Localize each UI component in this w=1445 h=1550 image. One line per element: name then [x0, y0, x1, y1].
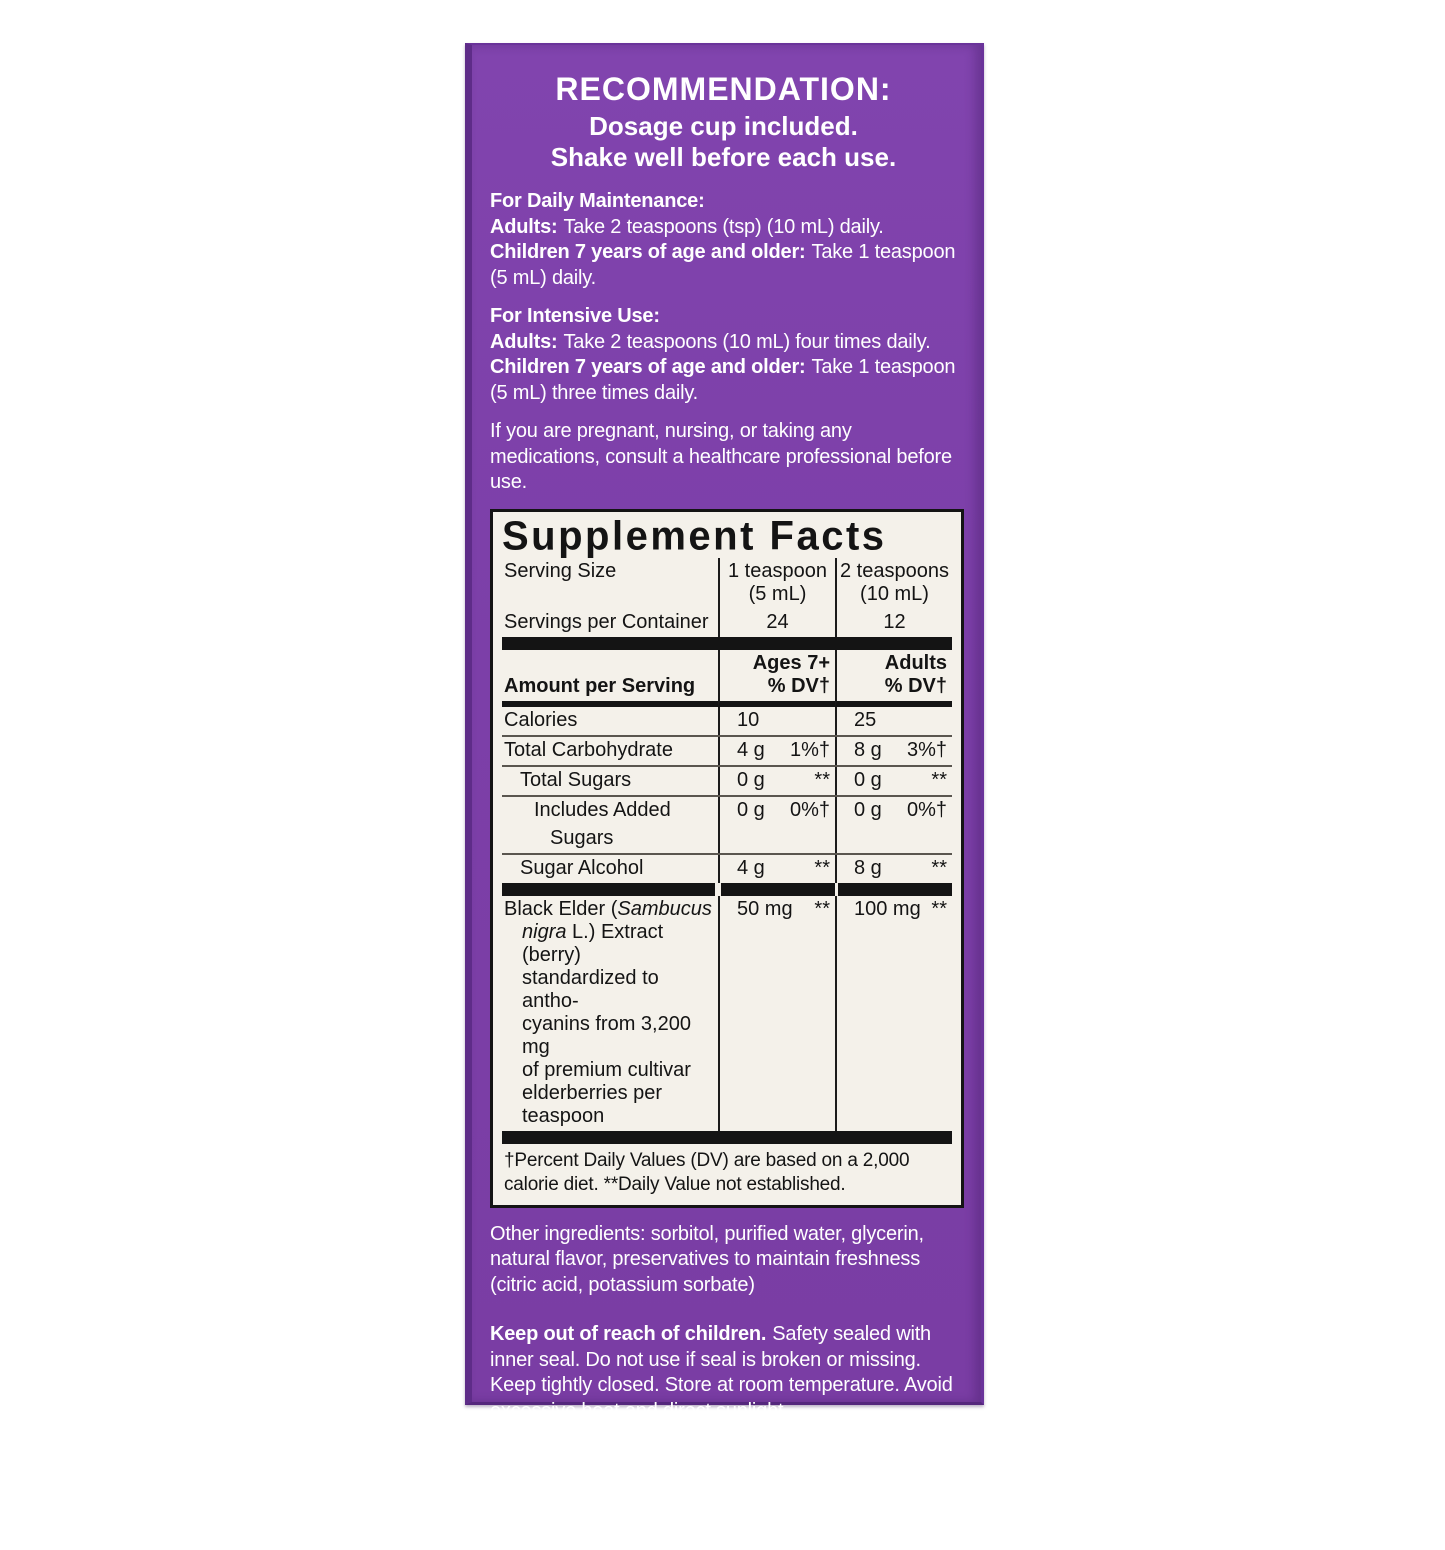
questions-label: Questions?	[490, 1526, 598, 1548]
added-sugars-label	[502, 797, 718, 853]
black-elder-line3: standardized to antho-	[504, 967, 716, 1013]
added-sugars-col2	[835, 797, 952, 853]
black-elder-col2	[835, 896, 952, 1131]
recommendation-title: RECOMMENDATION:	[490, 71, 957, 107]
warning-text: Safety sealed with inner seal. Do not use if seal is broken or missing. Keep tightly closed. Store at room temperature. Avoid excessive heat and direct sunlight.	[490, 1323, 953, 1422]
added-sugars-dv-2: 0%†	[907, 799, 947, 822]
black-elder-label	[502, 896, 718, 1131]
segmented-bar-middle	[718, 883, 835, 896]
ages7-header-line: Ages 7+	[725, 652, 830, 675]
servings-per-container-row	[502, 609, 952, 637]
intensive-use-section	[490, 304, 957, 406]
total-carbohydrate-row	[502, 737, 952, 767]
black-elder-value-1: 50 mg	[737, 898, 793, 921]
black-elder-line1-regular: Black Elder (	[504, 898, 617, 920]
servings-per-container-label: Servings per Container	[502, 609, 718, 637]
serving-size-col2-amount: 2 teaspoons	[839, 560, 950, 583]
carb-dv-1: 1%†	[790, 739, 830, 762]
facts-header-row	[502, 650, 952, 707]
calories-value-1: 10	[737, 709, 759, 732]
ages7-dv-line: % DV†	[725, 675, 830, 698]
daily-maintenance-heading: For Daily Maintenance:	[490, 189, 957, 215]
serving-size-col2	[835, 558, 952, 609]
intensive-use-heading: For Intensive Use:	[490, 304, 957, 330]
black-elder-line5: of premium cultivar	[504, 1059, 716, 1082]
added-sugars-label-line2: Sugars	[502, 825, 718, 853]
amount-per-serving-header: Amount per Serving	[502, 650, 718, 707]
supplement-facts-title: Supplement Facts	[502, 514, 952, 559]
serving-size-label: Serving Size	[502, 558, 718, 609]
sugar-alcohol-col1	[718, 855, 835, 883]
sugar-alcohol-dv-1: **	[814, 857, 830, 880]
intensive-children-line	[490, 355, 957, 406]
pregnancy-note: If you are pregnant, nursing, or taking any medications, consult a healthcare professional before use.	[490, 419, 957, 496]
black-elder-value-2: 100 mg	[854, 898, 921, 921]
calories-col2	[835, 707, 952, 735]
black-elder-col1	[718, 896, 835, 1131]
added-sugars-value-1: 0 g	[737, 799, 765, 822]
total-sugars-label: Total Sugars	[502, 767, 718, 795]
address-line: Green Bay, WI 54311 USA	[490, 1474, 957, 1500]
serving-size-col1-amount: 1 teaspoon	[722, 560, 833, 583]
intensive-children-text: Take 1 teaspoon (5 mL) three times daily.	[490, 356, 955, 404]
recommendation-subtitle	[490, 111, 957, 173]
calories-row	[502, 707, 952, 737]
daily-value-footnote: †Percent Daily Values (DV) are based on a 2,000 calorie diet. **Daily Value not established.	[502, 1144, 952, 1205]
total-carbohydrate-col1	[718, 737, 835, 765]
daily-maintenance-section	[490, 189, 957, 291]
total-carbohydrate-col2	[835, 737, 952, 765]
serving-size-col2-volume: (10 mL)	[839, 583, 950, 606]
dosage-cup-line: Dosage cup included.	[490, 111, 957, 142]
ages7-dv-header	[718, 650, 835, 707]
calories-label: Calories	[502, 707, 718, 735]
segmented-bar-right	[835, 883, 952, 896]
sugar-alcohol-row	[502, 855, 952, 883]
sugars-value-2: 0 g	[854, 769, 882, 792]
added-sugars-col1	[718, 797, 835, 853]
sugars-dv-1: **	[814, 769, 830, 792]
servings-per-container-col1: 24	[718, 609, 835, 637]
calories-col1	[718, 707, 835, 735]
black-elder-dv-2: **	[931, 898, 947, 921]
sugar-alcohol-label: Sugar Alcohol	[502, 855, 718, 883]
adults-dv-header	[835, 650, 952, 707]
sugar-alcohol-col2	[835, 855, 952, 883]
black-elder-line4: cyanins from 3,200 mg	[504, 1013, 716, 1059]
servings-per-container-col2: 12	[835, 609, 952, 637]
intensive-adults-label: Adults:	[490, 331, 557, 353]
daily-adults-text: Take 2 teaspoons (tsp) (10 mL) daily.	[563, 216, 883, 238]
questions-line	[490, 1525, 957, 1550]
bottled-line: Bottled and tested in the USA	[490, 1499, 957, 1525]
carb-dv-2: 3%†	[907, 739, 947, 762]
black-elder-dv-1: **	[814, 898, 830, 921]
keep-out-of-reach-label: Keep out of reach of children.	[490, 1323, 766, 1345]
sugars-value-1: 0 g	[737, 769, 765, 792]
daily-children-text: Take 1 teaspoon (5 mL) daily.	[490, 241, 955, 289]
other-ingredients-section: Other ingredients: sorbitol, purified water, glycerin, natural flavor, preservatives to maintain freshness (citric acid, potassium sorbate)	[490, 1222, 957, 1299]
manufacturer-footer	[490, 1448, 957, 1550]
segmented-bar-left	[502, 883, 718, 896]
daily-children-line	[490, 240, 957, 291]
thick-divider-bar	[502, 637, 952, 650]
intensive-adults-text: Take 2 teaspoons (10 mL) four times daily.	[563, 331, 930, 353]
added-sugars-row	[502, 797, 952, 855]
daily-adults-line	[490, 215, 957, 241]
black-elder-line2	[504, 921, 716, 967]
supplement-facts-panel	[490, 509, 964, 1208]
product-box-back-panel	[465, 43, 984, 1405]
carb-value-2: 8 g	[854, 739, 882, 762]
sugars-dv-2: **	[931, 769, 947, 792]
copyright-line: ©2024 Nature’s Way Brands, LLC	[490, 1448, 957, 1474]
adults-header-line: Adults	[842, 652, 947, 675]
black-elder-line1-italic: Sambucus	[617, 898, 712, 920]
total-sugars-row	[502, 767, 952, 797]
intensive-children-label: Children 7 years of age and older:	[490, 356, 806, 378]
sugar-alcohol-value-2: 8 g	[854, 857, 882, 880]
serving-size-row	[502, 558, 952, 609]
black-elder-line2-italic: nigra	[522, 921, 566, 943]
black-elder-row	[502, 896, 952, 1131]
serving-size-col1	[718, 558, 835, 609]
black-elder-line1	[504, 898, 716, 921]
daily-adults-label: Adults:	[490, 216, 557, 238]
warning-section	[490, 1322, 957, 1424]
adults-dv-line: % DV†	[842, 675, 947, 698]
black-elder-line2-regular: L.) Extract (berry)	[522, 921, 663, 966]
sugar-alcohol-value-1: 4 g	[737, 857, 765, 880]
daily-children-label: Children 7 years of age and older:	[490, 241, 806, 263]
added-sugars-label-line1: Includes Added	[502, 797, 718, 825]
black-elder-line6: elderberries per	[504, 1082, 716, 1105]
sugar-alcohol-dv-2: **	[931, 857, 947, 880]
total-sugars-col2	[835, 767, 952, 795]
calories-value-2: 25	[854, 709, 876, 732]
serving-size-col1-volume: (5 mL)	[722, 583, 833, 606]
bottom-divider-bar	[502, 1131, 952, 1144]
carb-value-1: 4 g	[737, 739, 765, 762]
shake-well-line: Shake well before each use.	[490, 142, 957, 173]
added-sugars-value-2: 0 g	[854, 799, 882, 822]
total-sugars-col1	[718, 767, 835, 795]
total-carbohydrate-label: Total Carbohydrate	[502, 737, 718, 765]
questions-contact: 1-800-962-8873 / naturesway.com	[604, 1526, 901, 1548]
black-elder-line7: teaspoon	[504, 1105, 716, 1128]
intensive-adults-line	[490, 330, 957, 356]
segmented-divider-bar	[502, 883, 952, 896]
added-sugars-dv-1: 0%†	[790, 799, 830, 822]
